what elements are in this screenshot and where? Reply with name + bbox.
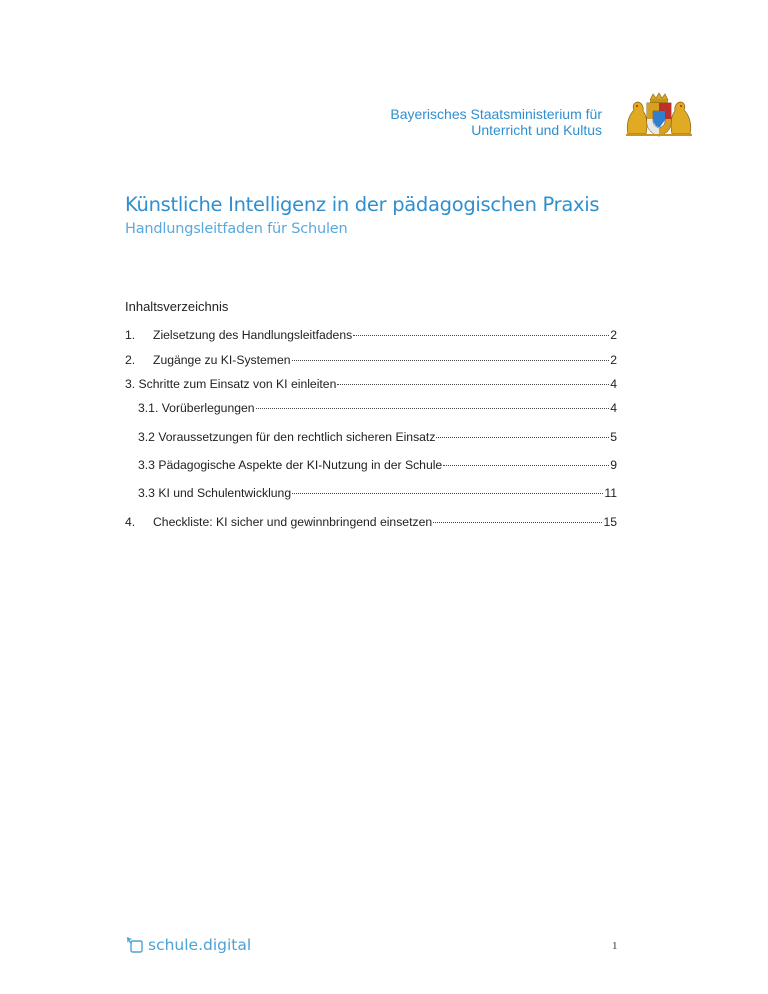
toc-leader-dots [292, 360, 610, 361]
toc-entry-title: Zugänge zu KI-Systemen [153, 353, 291, 367]
toc-entry-page: 2 [610, 328, 617, 342]
toc-entry-2[interactable] [125, 353, 617, 369]
toc-entry-page: 5 [610, 430, 617, 444]
toc-leader-dots [433, 522, 602, 523]
toc-entry-3-2[interactable] [138, 430, 617, 446]
toc-entry-title: 3.3 KI und Schulentwicklung [138, 486, 292, 500]
toc-entry-page: 15 [603, 515, 617, 529]
cursor-page-icon [126, 936, 144, 954]
footer-logo-text: schule.digital [148, 936, 252, 954]
ministry-line-1: Bayerisches Staatsministerium für [390, 106, 602, 122]
toc-leader-dots [337, 384, 609, 385]
toc-leader-dots [292, 493, 603, 494]
toc-entry-3[interactable] [125, 377, 617, 393]
ministry-line-2: Unterricht und Kultus [471, 122, 602, 138]
toc-leader-dots [353, 335, 609, 336]
toc-entry-page: 11 [604, 486, 617, 500]
toc-entry-4[interactable] [125, 515, 617, 531]
toc-heading: Inhaltsverzeichnis [125, 299, 229, 314]
toc-entry-page: 2 [610, 353, 617, 367]
toc-entry-page: 9 [610, 458, 617, 472]
toc-entry-3-3[interactable] [138, 458, 617, 474]
toc-entry-page: 4 [610, 401, 617, 415]
toc-entry-number: 2. [125, 353, 136, 367]
toc-leader-dots [256, 408, 610, 409]
toc-entry-3-4[interactable] [138, 486, 617, 502]
toc-entry-page: 4 [610, 377, 617, 391]
page-number: 1 [612, 940, 618, 952]
toc-entry-1[interactable] [125, 328, 617, 344]
toc-entry-number: 4. [125, 515, 136, 529]
toc-entry-number: 1. [125, 328, 136, 342]
toc-entry-title: 3.1. Vorüberlegungen [138, 401, 255, 415]
ministry-name [390, 106, 602, 138]
document-title: Künstliche Intelligenz in der pädagogischen Praxis [125, 193, 600, 216]
toc-entry-title: 3.2 Voraussetzungen für den rechtlich sicheren Einsatz [138, 430, 436, 444]
bavarian-coat-of-arms-icon [622, 92, 696, 138]
toc-entry-title: 3. Schritte zum Einsatz von KI einleiten [125, 377, 337, 391]
schule-digital-logo [126, 936, 251, 954]
toc-entry-3-1[interactable] [138, 401, 617, 417]
toc-leader-dots [443, 465, 609, 466]
document-subtitle: Handlungsleitfaden für Schulen [125, 221, 348, 237]
toc-leader-dots [436, 437, 609, 438]
toc-entry-title: Zielsetzung des Handlungsleitfadens [153, 328, 353, 342]
toc-entry-title: 3.3 Pädagogische Aspekte der KI-Nutzung in der Schule [138, 458, 443, 472]
toc-entry-title: Checkliste: KI sicher und gewinnbringend einsetzen [153, 515, 433, 529]
